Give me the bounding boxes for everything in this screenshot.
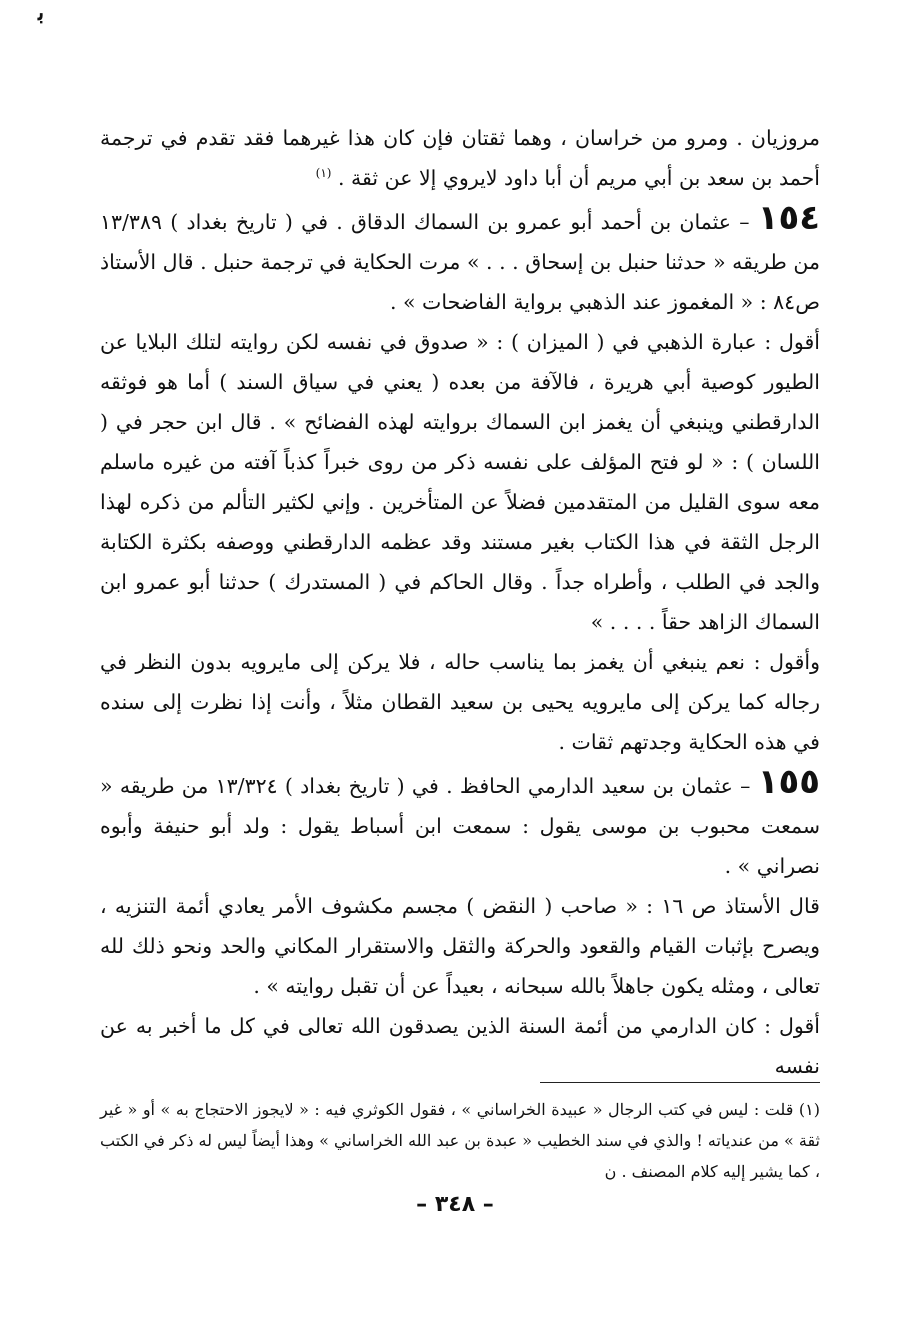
paragraph-text: – عثمان بن سعيد الدارمي الحافظ . في ( تاريخ بغداد ) ١٣/٣٢٤ من طريقه « سمعت محبوب بن موسى يقول : سمعت ابن أسباط يقول : ولد أبو حنيفة وأبوه نصراني » . bbox=[100, 774, 820, 878]
footnote-marker: (١) bbox=[798, 1100, 820, 1119]
footnote-paragraph bbox=[100, 1094, 820, 1187]
entry-154 bbox=[100, 198, 820, 322]
footnote-reference: (١) bbox=[315, 166, 332, 181]
entry-number: ١٥٤ bbox=[757, 198, 820, 238]
corner-mark: ﺑ bbox=[38, 0, 45, 26]
paragraph-text: أقول : عبارة الذهبي في ( الميزان ) : « صدوق في نفسه لكن روايته لتلك البلايا عن الطيور كوصية أبي هريرة ، فالآفة من بعده ( يعني في سياق السند ) أما هو فوثقه الدارقطني وينبغي أن يغمز ابن السماك بروايته لهذه الفضائح » . قال ابن حجر في ( اللسان ) : « لو فتح المؤلف على نفسه ذكر من روى خبراً كذباً آفته من غيره ماسلم معه سوى القليل من المتقدمين فضلاً عن المتأخرين . وإني لكثير التألم من ذكره لهذا الرجل الثقة في هذا الكتاب بغير مستند وقد عظمه الدارقطني ووصفه بكثرة الكتابة والجد في الطلب ، وأطراه جداً . وقال الحاكم في ( المستدرك ) حدثنا أبو عمرو ابن السماك الزاهد حقاً . . . . » bbox=[100, 330, 820, 634]
entry-number: ١٥٥ bbox=[757, 762, 820, 802]
paragraph-7 bbox=[100, 1006, 820, 1086]
paragraph-text: مروزيان . ومرو من خراسان ، وهما ثقتان فإن كان هذا غيرهما فقد تقدم في ترجمة أحمد بن سعد بن أبي مريم أن أبا داود لايروي إلا عن ثقة . bbox=[100, 126, 820, 190]
footnote-divider bbox=[540, 1082, 820, 1083]
paragraph-text: – عثمان بن أحمد أبو عمرو بن السماك الدقاق . في ( تاريخ بغداد ) ١٣/٣٨٩ من طريقه « حدثنا حنبل بن إسحاق . . . » مرت الحكاية في ترجمة حنبل . قال الأستاذ ص٨٤ : « المغموز عند الذهبي برواية الفاضحات » . bbox=[100, 210, 820, 314]
footnote bbox=[100, 1094, 820, 1187]
paragraph-4 bbox=[100, 642, 820, 762]
paragraph-text: وأقول : نعم ينبغي أن يغمز بما يناسب حاله ، فلا يركن إلى مايرويه بدون النظر في رجاله كما يركن إلى مايرويه يحيى بن سعيد القطان مثلاً ، وأنت إذا نظرت إلى سنده في هذه الحكاية وجدتهم ثقات . bbox=[100, 650, 820, 754]
page-number: – ٣٤٨ – bbox=[416, 1192, 494, 1217]
paragraph-3 bbox=[100, 322, 820, 642]
paragraph-6 bbox=[100, 886, 820, 1006]
paragraph-text: قال الأستاذ ص ١٦ : « صاحب ( النقض ) مجسم مكشوف الأمر يعادي أئمة التنزيه ، ويصرح بإثبات القيام والقعود والحركة والثقل والاستقرار المكاني والحد ونحو ذلك لله تعالى ، ومثله يكون جاهلاً بالله سبحانه ، بعيداً عن أن تقبل روايته » . bbox=[100, 894, 820, 998]
main-text bbox=[100, 118, 820, 1086]
footnote-text: قلت : ليس في كتب الرجال « عبيدة الخراساني » ، فقول الكوثري فيه : « لايجوز الاحتجاج به » أو « غير ثقة » من عندياته ! والذي في سند الخطيب « عبدة بن عبد الله الخراساني » وهذا أيضاً ليس له ذكر في الكتب ، كما يشير إليه كلام المصنف . ن bbox=[100, 1100, 820, 1181]
paragraph-text: أقول : كان الدارمي من أئمة السنة الذين يصدقون الله تعالى في كل ما أخبر به عن نفسه bbox=[100, 1014, 820, 1078]
entry-155 bbox=[100, 762, 820, 886]
paragraph-1 bbox=[100, 118, 820, 198]
